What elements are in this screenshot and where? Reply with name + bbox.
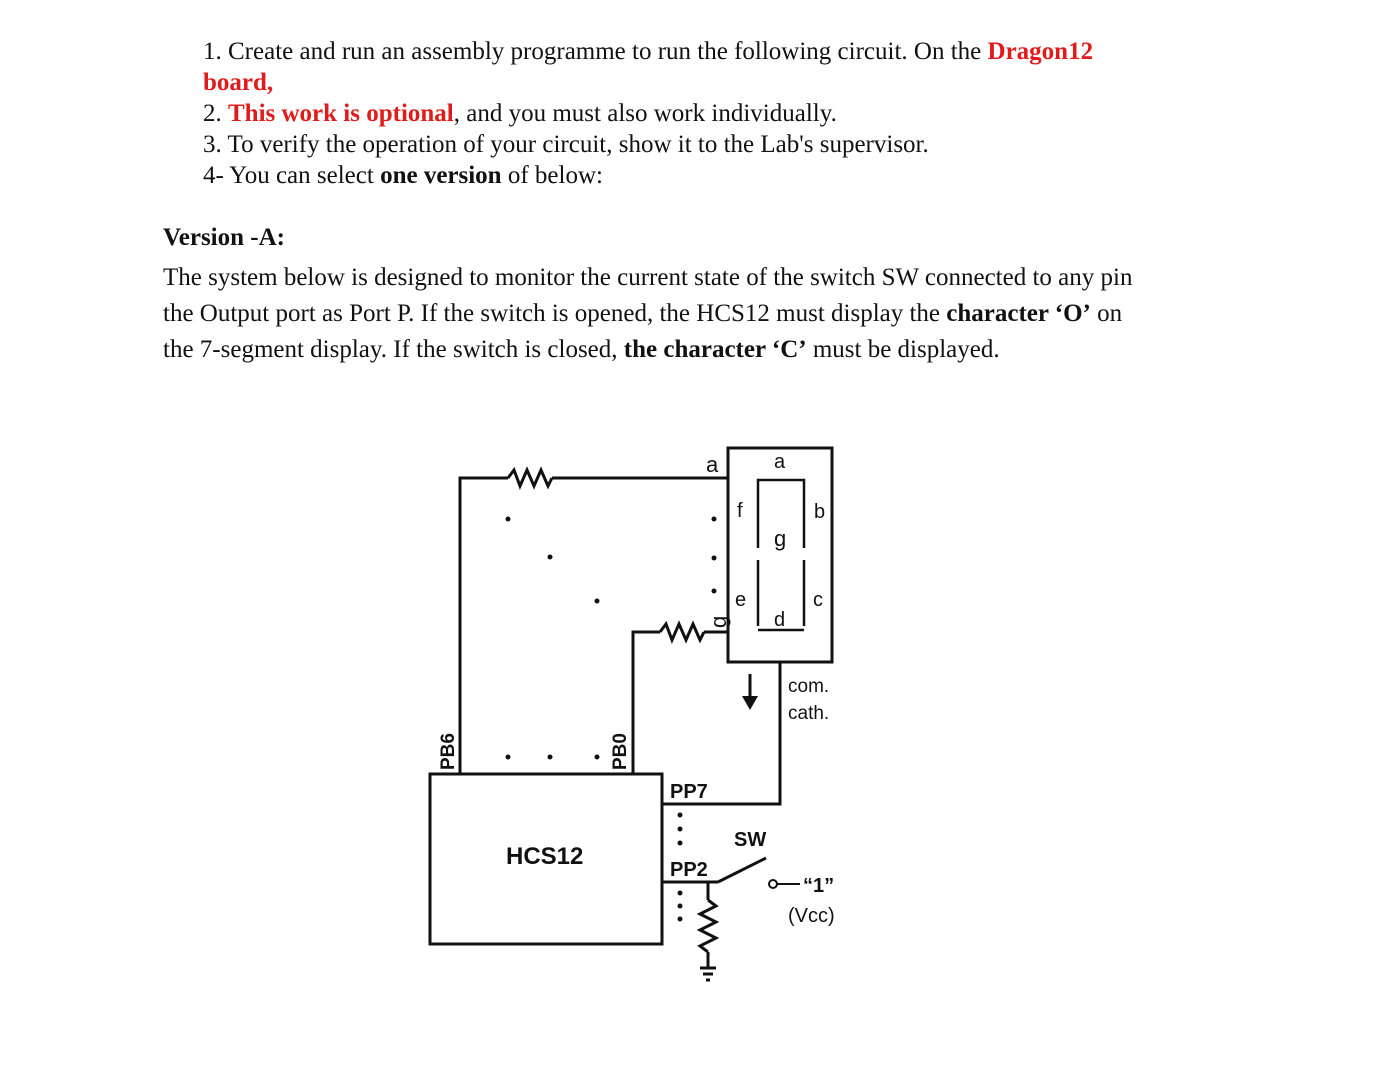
pulldown-resistor — [700, 900, 716, 952]
wire-g-label: g — [706, 615, 731, 628]
optional-highlight: This work is optional — [228, 100, 454, 127]
seg-f-label: f — [737, 500, 743, 522]
pp2-label: PP2 — [670, 859, 708, 881]
instruction-1: 1. Create and run an assembly programme to run the following circuit. On the Dragon12 board, — [203, 38, 1094, 96]
arrow-down-icon — [742, 696, 758, 710]
pb0-wire — [633, 632, 660, 774]
pb0-label: PB0 — [610, 733, 631, 770]
pb6-label: PB6 — [438, 733, 459, 770]
pp7-label: PP7 — [670, 781, 708, 803]
top-resistor — [508, 470, 552, 486]
version-title: Version -A: — [163, 224, 285, 251]
pb6-wire — [460, 478, 508, 774]
seg-c-label: c — [813, 589, 823, 611]
seg-e-label: e — [735, 589, 747, 611]
one-label: “1” — [803, 875, 835, 897]
hcs12-label: HCS12 — [506, 843, 584, 870]
wire-a-label: a — [706, 452, 719, 477]
switch-blade — [718, 858, 766, 882]
seg-a-label: a — [774, 451, 786, 473]
instruction-3: 3. To verify the operation of your circuit, show it to the Lab's supervisor. — [203, 131, 929, 158]
seg-b-label: b — [814, 501, 826, 523]
vcc-label: (Vcc) — [788, 905, 835, 927]
segments — [758, 480, 804, 630]
board-highlight: board, — [203, 69, 274, 96]
com-label: com. — [788, 676, 830, 697]
switch-contact — [769, 880, 777, 888]
seg-d-label: d — [774, 609, 786, 631]
instruction-4: 4- You can select one version of below: — [203, 162, 603, 189]
instruction-2: 2. This work is optional, and you must also work individually. — [203, 100, 837, 127]
seg-g-label: g — [774, 526, 787, 551]
sw-label: SW — [734, 829, 767, 851]
g-resistor — [660, 624, 704, 640]
ground-icon — [700, 968, 716, 980]
dragon12-highlight: Dragon12 — [987, 38, 1094, 65]
cath-label: cath. — [788, 703, 830, 724]
version-description: The system below is designed to monitor the current state of the switch SW connected to any pin the Output port as Port P. If the switch is opened, the HCS12 must display the character ‘O’ on the 7-segment display. If the switch is closed, the character ‘C’ must be displayed. — [163, 264, 1133, 363]
